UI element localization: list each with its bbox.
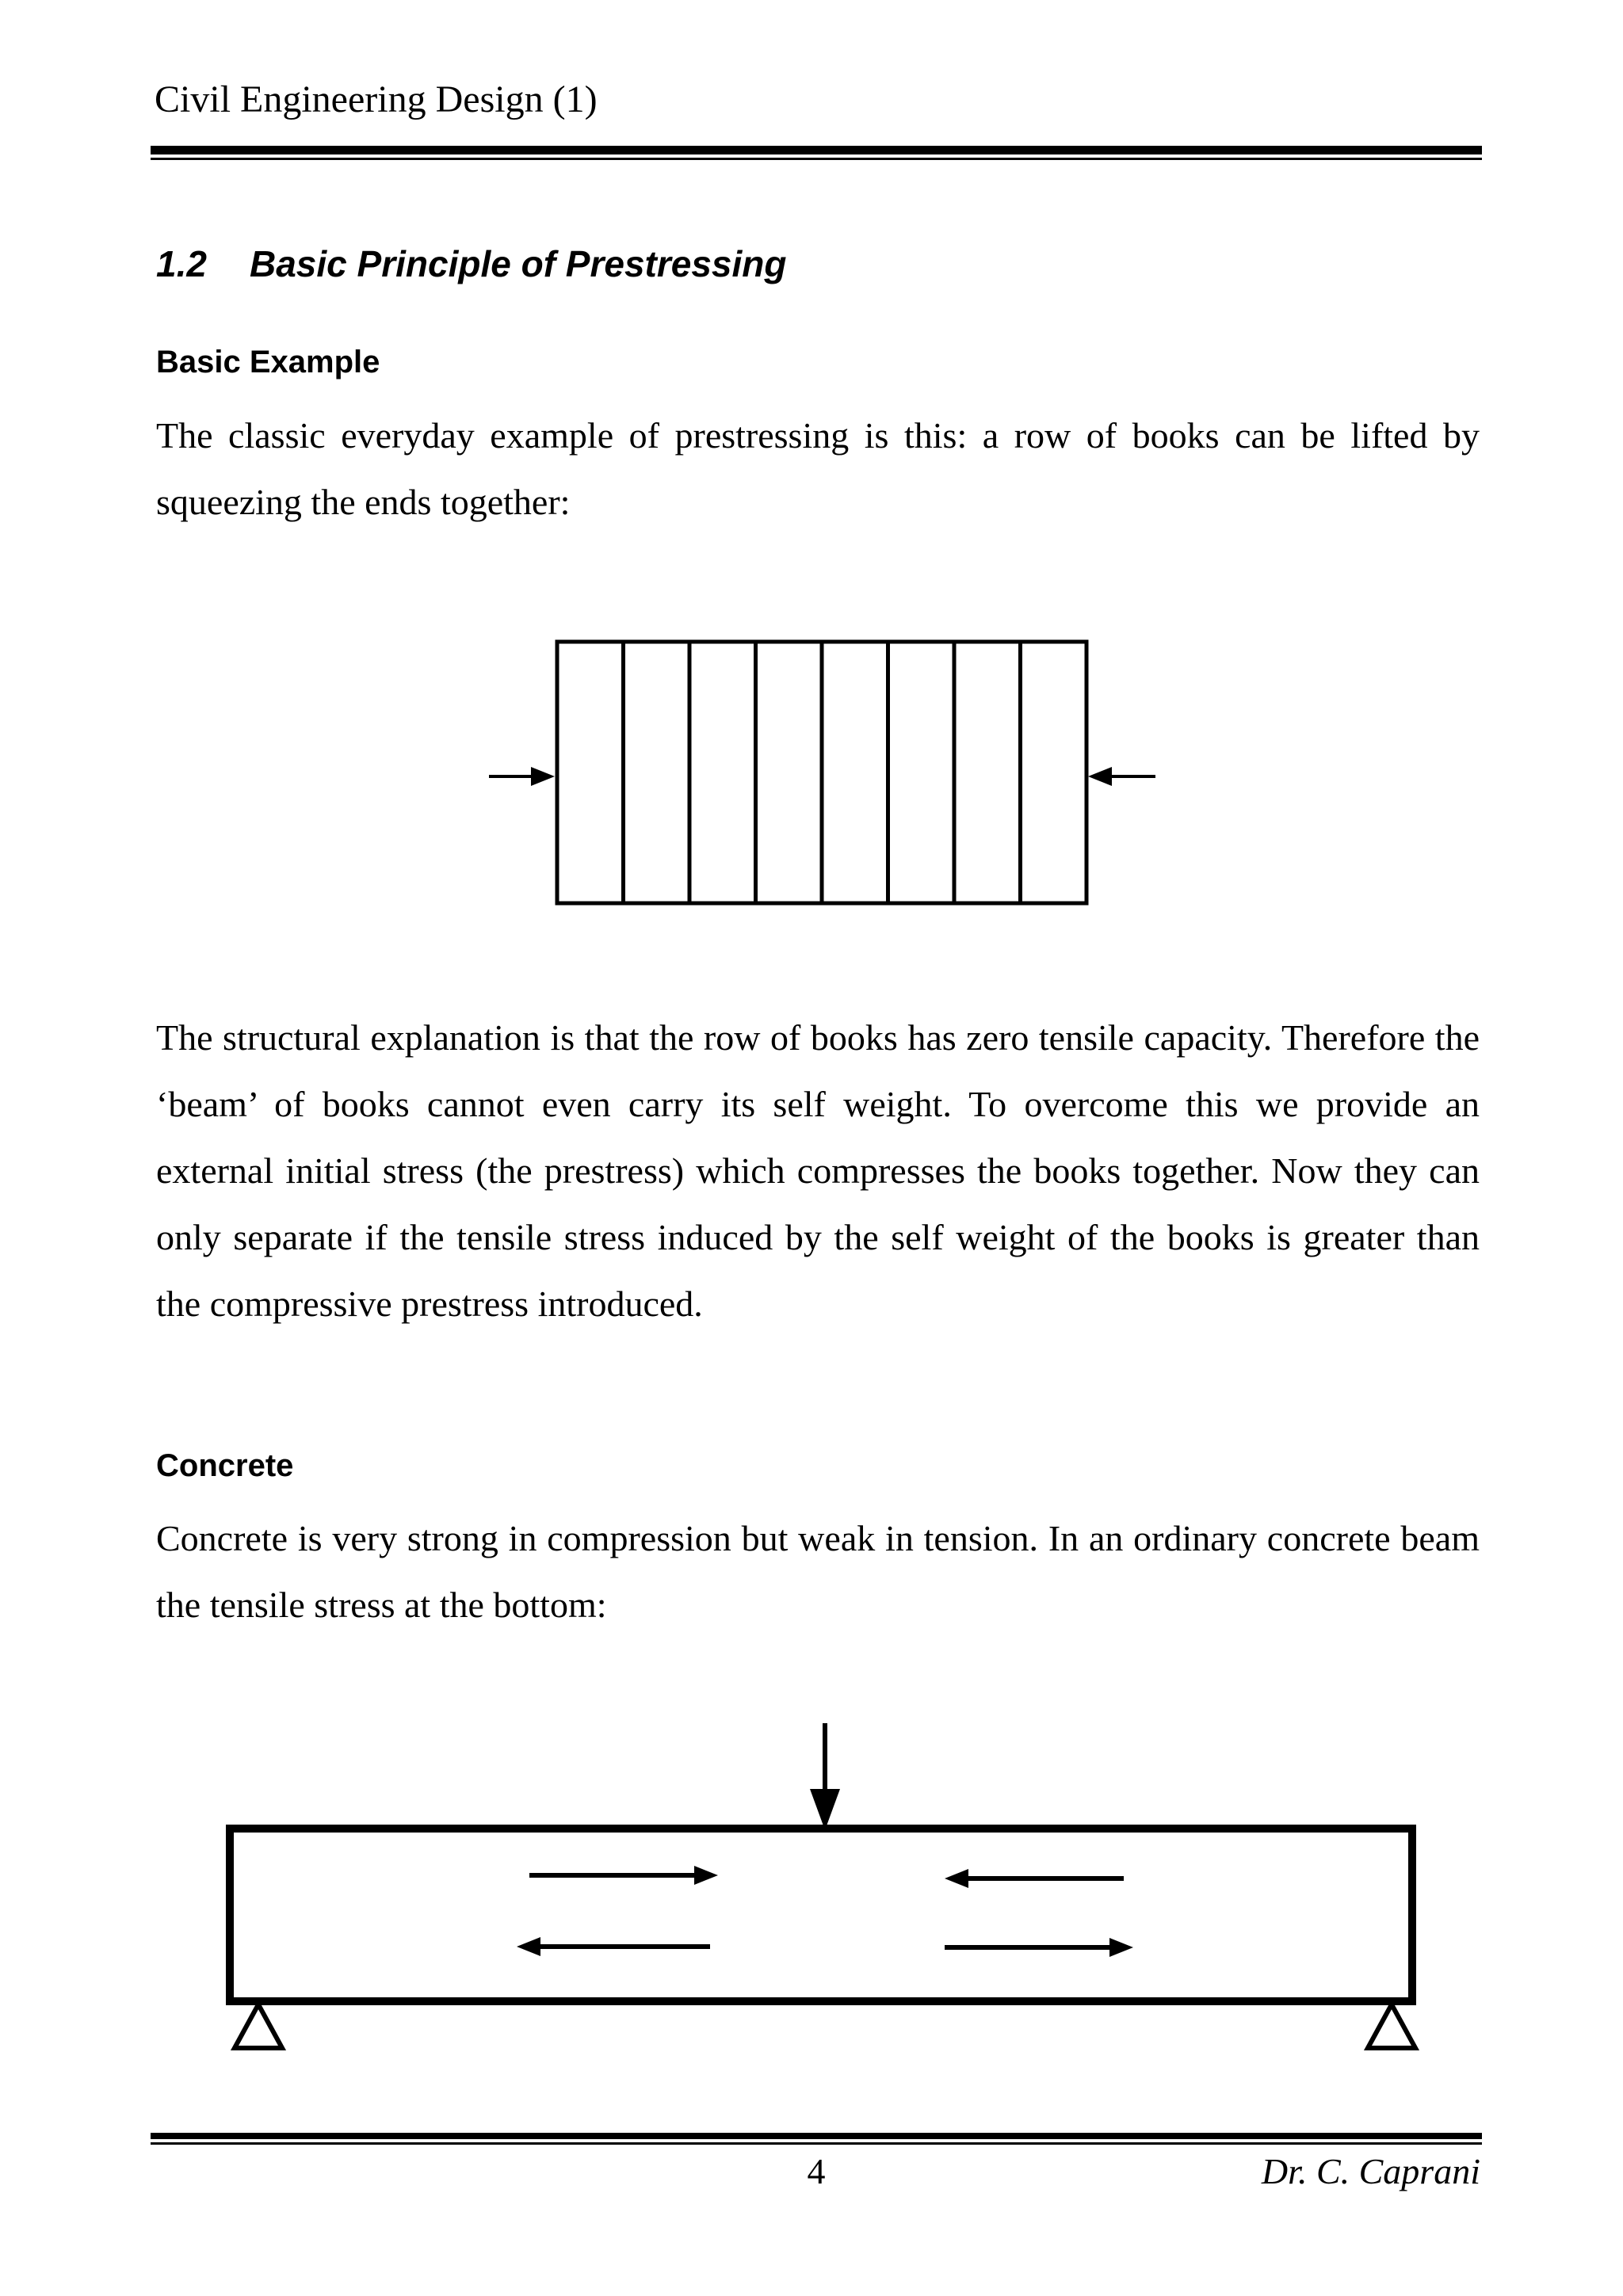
right-pin-support: [1368, 2004, 1415, 2048]
paragraph-basic-example-explanation: The structural explanation is that the row of books has zero tensile capacity. Therefore the ‘beam’ of books cannot even carry its self weight. To overcome this we provide an external initial stress (the prestress) which compresses the books together. Now they can only separate if the tensile stress induced by the self weight of the books is greater than the compressive prestress introduced.: [156, 1017, 1480, 1324]
left-pin-support: [235, 2004, 282, 2048]
paragraph-concrete-intro: Concrete is very strong in compression but weak in tension. In an ordinary concrete beam the tensile stress at the bottom:: [156, 1518, 1480, 1625]
stress-arrow-top-right-head: [945, 1869, 968, 1888]
footer-rule-thick: [151, 2133, 1482, 2139]
section-title-text: Basic Principle of Prestressing: [250, 243, 787, 284]
subheading-concrete: Concrete: [156, 1448, 294, 1483]
beam-outline: [230, 1829, 1412, 2001]
running-header: Civil Engineering Design (1): [155, 78, 598, 120]
stress-arrow-bottom-right-head: [1109, 1938, 1133, 1957]
stress-arrow-bottom-left-head: [517, 1937, 540, 1956]
point-load-arrow-head: [810, 1789, 840, 1830]
stress-arrow-top-left-head: [694, 1866, 718, 1885]
subheading-basic-example: Basic Example: [156, 345, 380, 379]
footer-author: Dr. C. Caprani: [1261, 2151, 1480, 2191]
section-number: 1.2: [156, 243, 207, 284]
paragraph-basic-example-intro: The classic everyday example of prestressing is this: a row of books can be lifted by squeezing the ends together:: [156, 415, 1480, 522]
page-number: 4: [807, 2151, 826, 2191]
footer-rule-thin: [151, 2142, 1482, 2145]
